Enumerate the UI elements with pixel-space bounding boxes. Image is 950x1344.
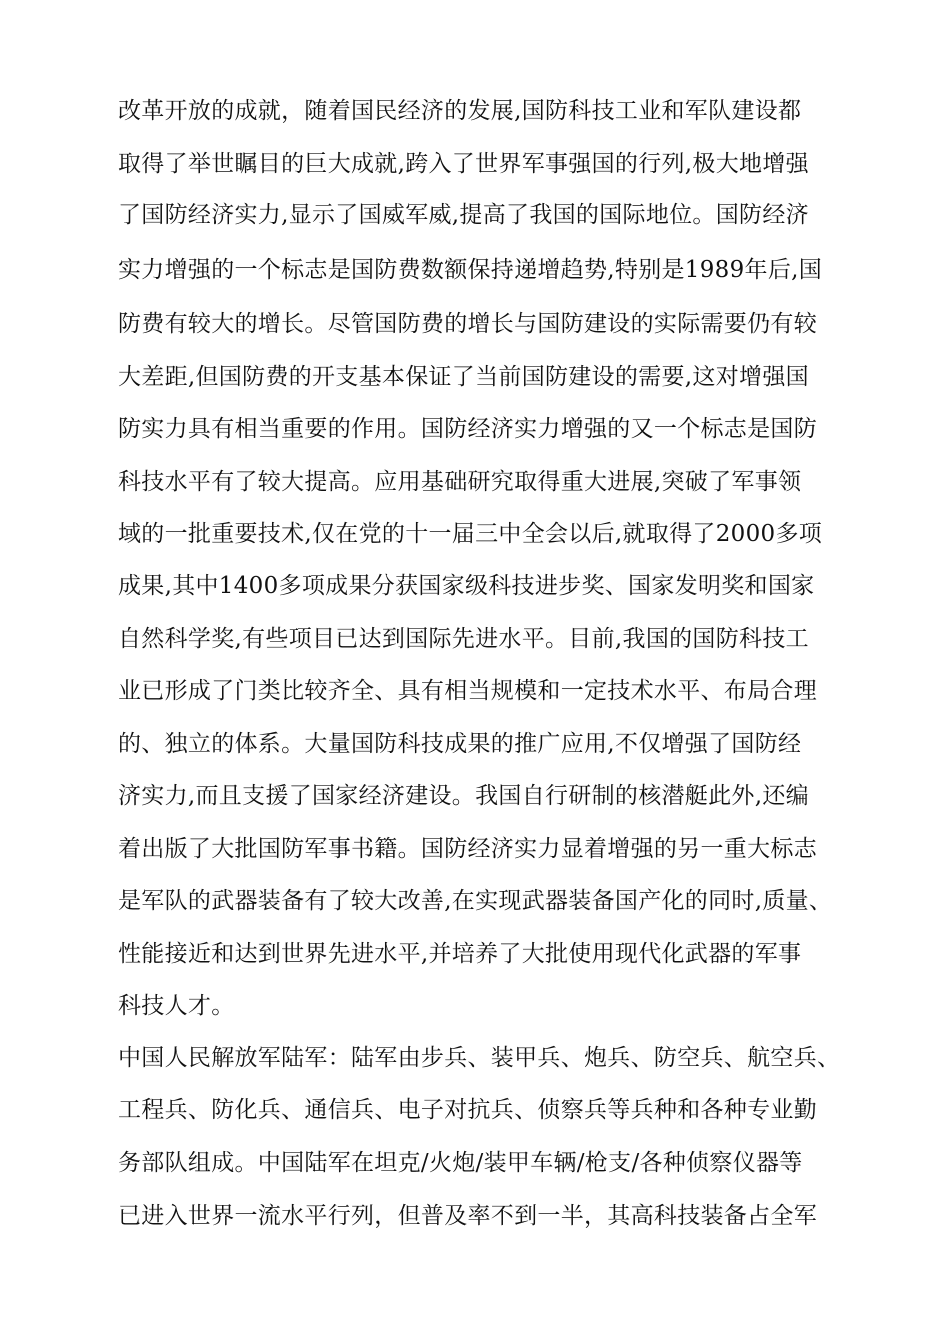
paragraph-line: 防实力具有相当重要的作用。国防经济实力增强的又一个标志是国防 xyxy=(118,416,817,442)
paragraph-line: 科技水平有了较大提高。应用基础研究取得重大进展,突破了军事领 xyxy=(118,469,802,495)
paragraph-line: 实力增强的一个标志是国防费数额保持递增趋势,特别是1989年后,国 xyxy=(118,257,823,283)
paragraph-line: 了国防经济实力,显示了国威军威,提高了我国的国际地位。国防经济 xyxy=(118,202,809,228)
paragraph-line: 济实力,而且支援了国家经济建设。我国自行研制的核潜艇此外,还编 xyxy=(118,783,809,809)
paragraph-line: 性能接近和达到世界先进水平,并培养了大批使用现代化武器的军事 xyxy=(118,941,802,967)
paragraph-line: 科技人才。 xyxy=(118,993,235,1019)
paragraph-line: 中国人民解放军陆军：陆军由步兵、装甲兵、炮兵、防空兵、航空兵、 xyxy=(118,1045,841,1071)
paragraph-line: 已进入世界一流水平行列，但普及率不到一半，其高科技装备占全军 xyxy=(118,1203,817,1229)
paragraph-line: 防费有较大的增长。尽管国防费的增长与国防建设的实际需要仍有较 xyxy=(118,311,817,337)
paragraph-line: 是军队的武器装备有了较大改善,在实现武器装备国产化的同时,质量、 xyxy=(118,888,833,914)
paragraph-line: 的、独立的体系。大量国防科技成果的推广应用,不仅增强了国防经 xyxy=(118,731,802,757)
paragraph-line: 业已形成了门类比较齐全、具有相当规模和一定技术水平、布局合理 xyxy=(118,678,817,704)
paragraph-line: 大差距,但国防费的开支基本保证了当前国防建设的需要,这对增强国 xyxy=(118,364,809,390)
paragraph-line: 务部队组成。中国陆军在坦克/火炮/装甲车辆/枪支/各种侦察仪器等 xyxy=(118,1150,803,1176)
paragraph-line: 成果,其中1400多项成果分获国家级科技进步奖、国家发明奖和国家 xyxy=(118,573,815,599)
paragraph-line: 改革开放的成就，随着国民经济的发展,国防科技工业和军队建设都 xyxy=(118,98,802,124)
paragraph-line: 自然科学奖,有些项目已达到国际先进水平。目前,我国的国防科技工 xyxy=(118,626,809,652)
paragraph-line: 取得了举世瞩目的巨大成就,跨入了世界军事强国的行列,极大地增强 xyxy=(118,151,809,177)
paragraph-line: 工程兵、防化兵、通信兵、电子对抗兵、侦察兵等兵种和各种专业勤 xyxy=(118,1097,817,1123)
paragraph-line: 域的一批重要技术,仅在党的十一届三中全会以后,就取得了2000多项 xyxy=(118,521,823,547)
paragraph-line: 着出版了大批国防军事书籍。国防经济实力显着增强的另一重大标志 xyxy=(118,836,817,862)
